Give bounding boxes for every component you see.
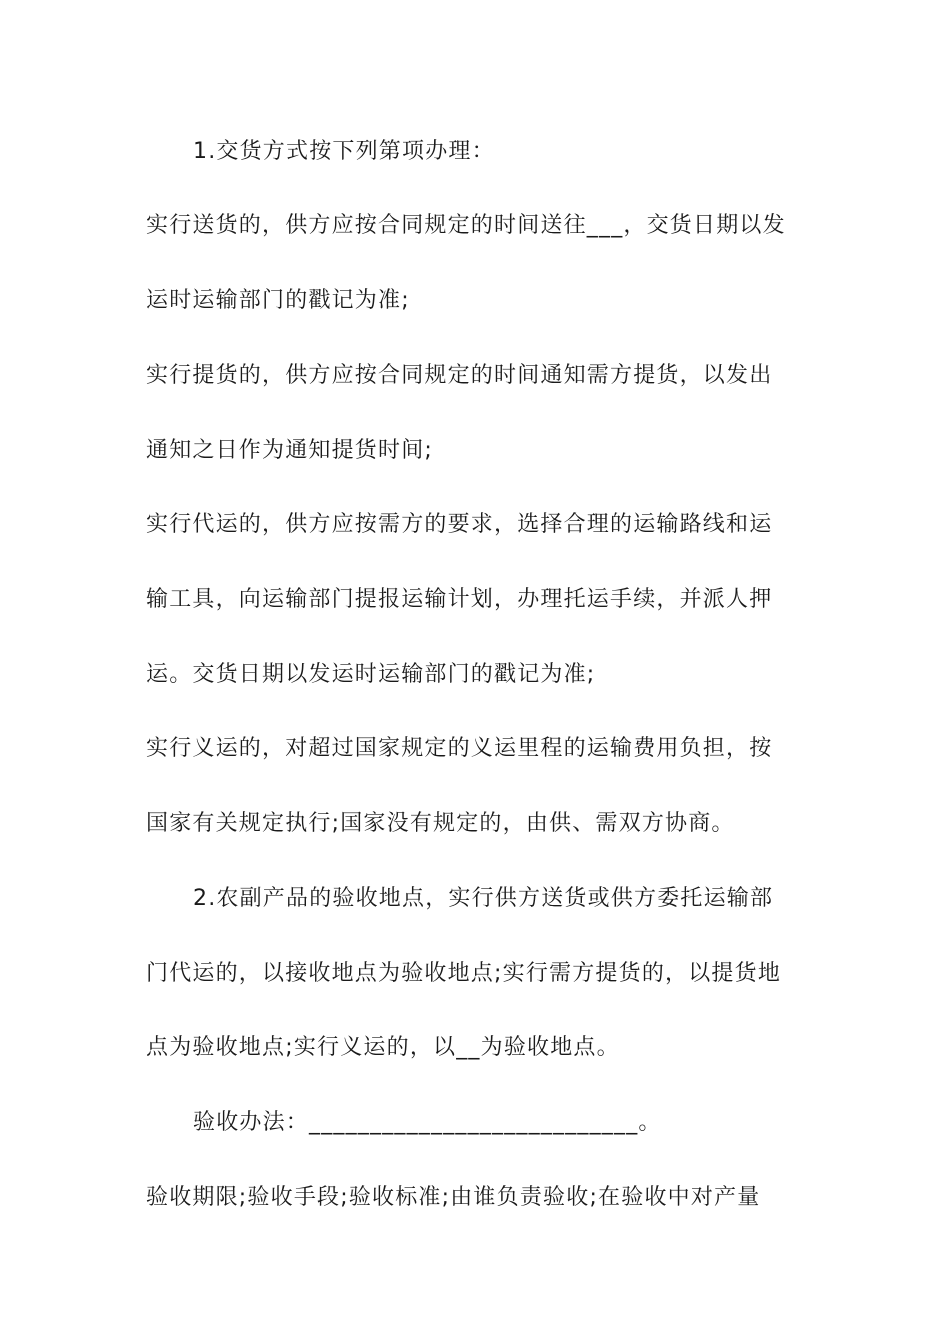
paragraph-line: 1.交货方式按下列第项办理： — [193, 139, 495, 164]
paragraph-line: 输工具，向运输部门提报运输计划，办理托运手续，并派人押 — [146, 587, 773, 612]
paragraph-line: 实行义运的，对超过国家规定的义运里程的运输费用负担，按 — [146, 736, 773, 761]
paragraph-line: 国家有关规定执行;国家没有规定的，由供、需双方协商。 — [146, 811, 735, 836]
paragraph-line: 运。交货日期以发运时运输部门的戳记为准; — [146, 662, 596, 687]
paragraph-line: 门代运的，以接收地点为验收地点;实行需方提货的，以提货地 — [146, 961, 782, 986]
paragraph-line: 实行代运的，供方应按需方的要求，选择合理的运输路线和运 — [146, 512, 773, 537]
paragraph-line: 通知之日作为通知提货时间; — [146, 438, 434, 463]
paragraph-line: 实行提货的，供方应按合同规定的时间通知需方提货，以发出 — [146, 363, 773, 388]
paragraph-line: 点为验收地点;实行义运的，以__为验收地点。 — [146, 1035, 620, 1060]
paragraph-line: 验收期限;验收手段;验收标准;由谁负责验收;在验收中对产量 — [146, 1185, 761, 1210]
paragraph-line: 验收办法：___________________________。 — [193, 1110, 662, 1135]
paragraph-line: 运时运输部门的戳记为准; — [146, 288, 410, 313]
paragraph-line: 实行送货的，供方应按合同规定的时间送往___，交货日期以发 — [146, 213, 786, 238]
paragraph-line: 2.农副产品的验收地点，实行供方送货或供方委托运输部 — [193, 886, 774, 911]
